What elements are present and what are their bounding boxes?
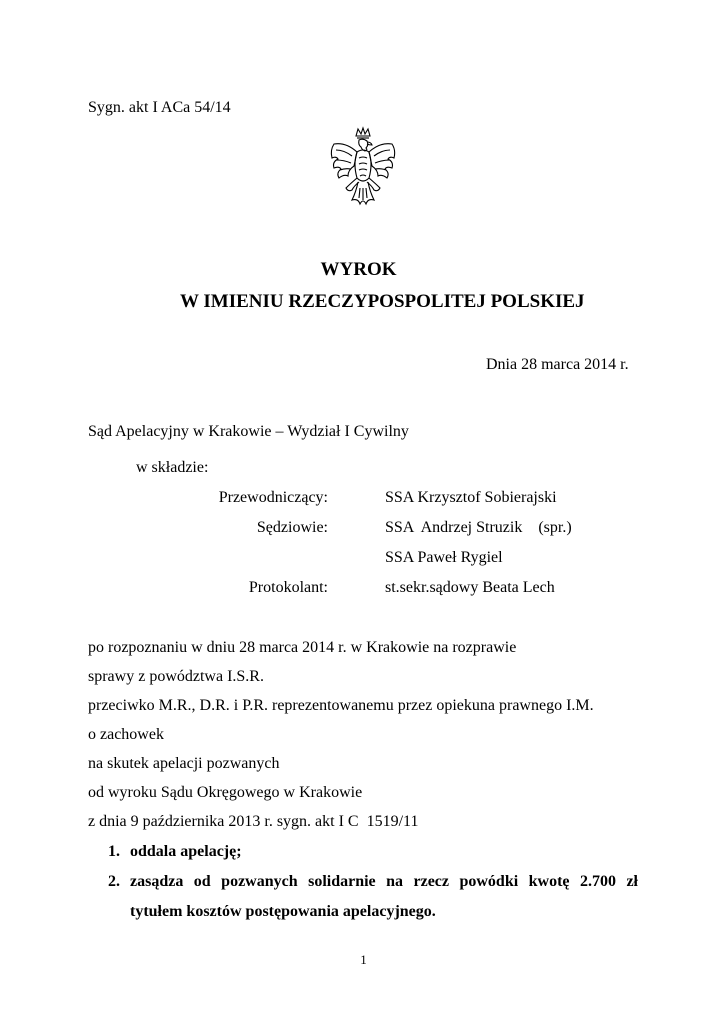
composition-role: Przewodniczący: [218, 489, 328, 506]
polish-eagle-emblem-icon [326, 126, 400, 212]
body-line: sprawy z powództwa I.S.R. [88, 668, 264, 685]
composition-intro: w składzie: [136, 459, 209, 476]
composition-person: SSA Andrzej Struzik (spr.) [385, 519, 572, 536]
composition-person: st.sekr.sądowy Beata Lech [385, 579, 555, 596]
composition-person: SSA Krzysztof Sobierajski [385, 489, 557, 506]
body-line: przeciwko M.R., D.R. i P.R. reprezentowanemu przez opiekuna prawnego I.M. [88, 697, 594, 714]
body-line: od wyroku Sądu Okręgowego w Krakowie [88, 784, 363, 801]
ruling-item [108, 872, 638, 924]
composition-person: SSA Paweł Rygiel [385, 549, 503, 566]
composition-role: Protokolant: [248, 579, 328, 596]
document-title: WYROK [320, 259, 397, 280]
ruling-text: oddala apelację; [130, 843, 242, 860]
case-reference: Sygn. akt I ACa 54/14 [88, 99, 231, 116]
ruling-text: zasądza od pozwanych solidarnie na rzecz powódki kwotę 2.700 zł [130, 873, 638, 890]
judgment-date: Dnia 28 marca 2014 r. [486, 356, 629, 373]
ruling-text-continued: tytułem kosztów postępowania apelacyjnego. [130, 903, 436, 920]
body-line: z dnia 9 października 2013 r. sygn. akt I C 1519/11 [88, 813, 419, 830]
ruling-number: 2. [108, 873, 120, 890]
body-line: o zachowek [88, 726, 164, 743]
document-subtitle: W IMIENIU RZECZYPOSPOLITEJ POLSKIEJ [180, 291, 585, 312]
ruling-number: 1. [108, 843, 120, 860]
page-number: 1 [360, 952, 367, 967]
body-line: po rozpoznaniu w dniu 28 marca 2014 r. w Krakowie na rozprawie [88, 639, 517, 656]
body-line: na skutek apelacji pozwanych [88, 755, 280, 772]
composition-role: Sędziowie: [256, 519, 328, 536]
court-name: Sąd Apelacyjny w Krakowie – Wydział I Cywilny [88, 423, 409, 440]
